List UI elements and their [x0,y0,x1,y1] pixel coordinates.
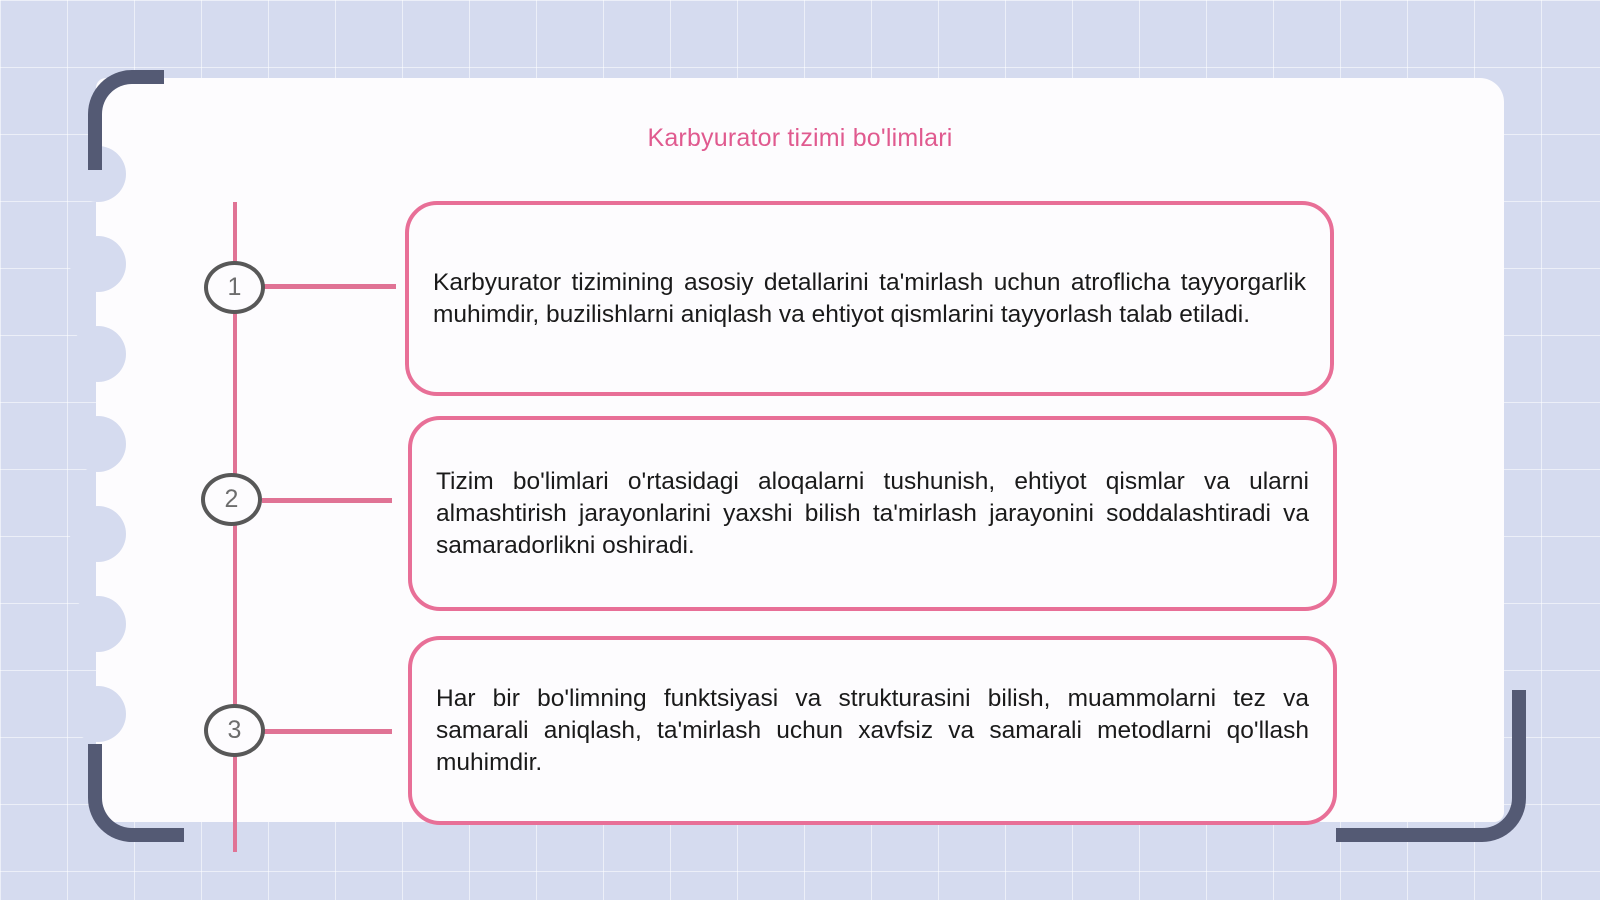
paper-scallop [70,596,126,652]
slide-title: Karbyurator tizimi bo'limlari [647,124,953,152]
step-number-2: 2 [201,473,262,526]
step-card-1 [405,201,1334,396]
step-number-3: 3 [204,704,265,757]
step-number-1: 1 [204,261,265,314]
step-card-text: Karbyurator tizimining asosiy detallarini ta'mirlash uchun atroflicha tayyorgarlik muhimdir, buzilishlarni aniqlash va ehtiyot qismlarini tayyorlash talab etiladi. [433,268,1306,328]
paper-scallop [70,416,126,472]
paper-scallop [70,236,126,292]
paper-scallop [70,686,126,742]
paper-scallop [70,506,126,562]
corner-bracket-top-left [88,70,164,170]
timeline-connector [264,284,396,289]
step-card-text: Tizim bo'limlari o'rtasidagi aloqalarni tushunish, ehtiyot qismlar va ularni almashtirish jarayonlarini yaxshi bilish ta'mirlash jarayonini soddalashtiradi va samaradorlikni oshiradi. [436,467,1309,559]
paper-scallop [70,326,126,382]
corner-bracket-bottom-left [88,744,184,842]
timeline-connector [262,498,392,503]
step-card-text: Har bir bo'limning funktsiyasi va strukturasini bilish, muammolarni tez va samarali aniqlash, ta'mirlash uchun xavfsiz va samarali metodlarni qo'llash muhimdir. [436,684,1309,776]
corner-bracket-bottom-right [1336,690,1526,842]
step-card-3 [408,636,1337,825]
timeline-connector [264,729,392,734]
step-card-2 [408,416,1337,611]
